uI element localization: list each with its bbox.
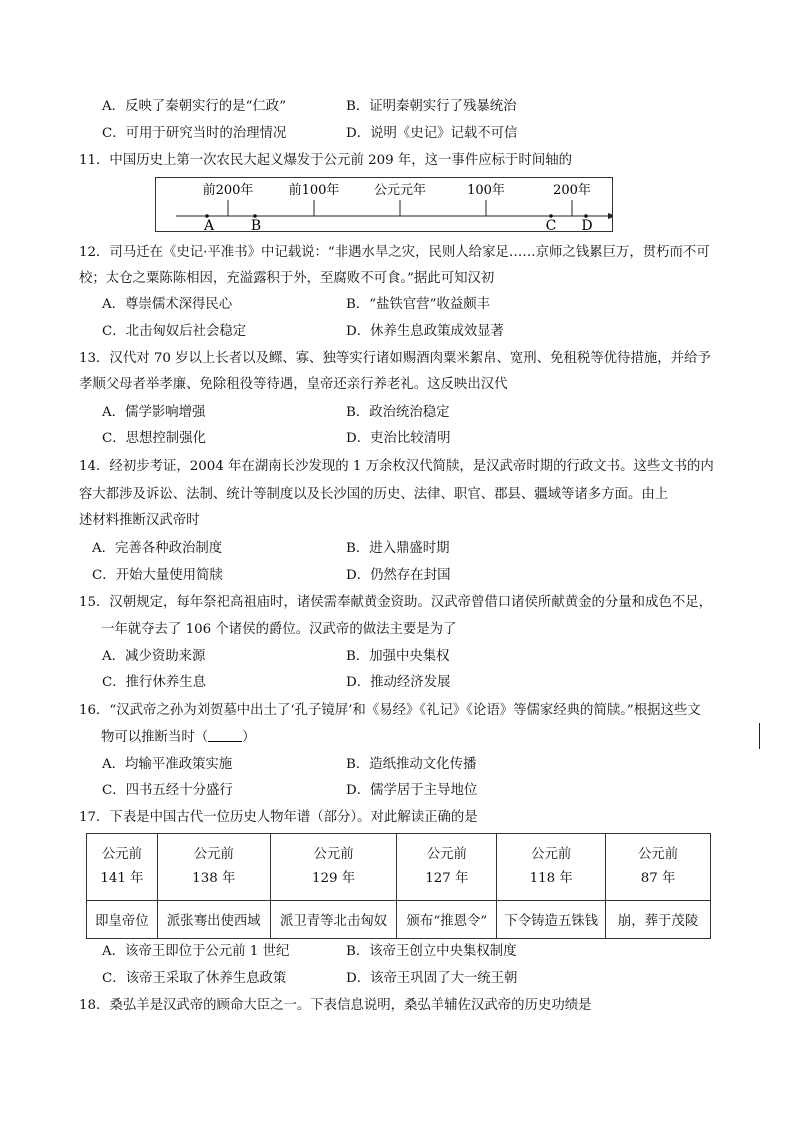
q12-stem-line-1: 12．司马迁在《史记·平准书》中记载说：“非遇水旱之灾，民则人给家足……京师之钱累巨万，贯朽而不可 [79,245,710,260]
q11-stem: 11．中国历史上第一次农民大起义爆发于公元前 209 年，这一事件应标于时间轴的 [79,153,572,168]
q12-option-a: A．尊崇儒术深得民心 [102,297,233,312]
table-cell-year [497,834,606,901]
q13-stem-line-1: 13．汉代对 70 岁以上长者以及鳏、寡、独等实行诸如赐酒肉粟米絮帛、宽刑、免租税等优待措施，并给予 [79,351,711,366]
q17-option-a: A．该帝王即位于公元前 1 世纪 [102,944,290,959]
q16-option-b: B．造纸推动文化传播 [346,757,477,772]
point-label-d: D [581,218,593,231]
table-cell-year [606,834,711,901]
margin-mark [759,723,760,749]
q15-option-a: A．减少资助来源 [102,649,206,664]
q16-option-a: A．均输平准政策实施 [102,757,233,772]
q18-stem: 18．桑弘羊是汉武帝的顾命大臣之一。下表信息说明，桑弘羊辅佐汉武帝的历史功绩是 [79,998,592,1013]
q10-option-a: A．反映了秦朝实行的是“仁政” [102,99,287,114]
q13-option-a: A．儒学影响增强 [102,405,206,420]
year-value: 118 年 [529,871,573,886]
tick-label: 公元元年 [373,183,427,198]
table-cell-year [397,834,497,901]
timeline-axis [156,178,612,231]
q12-option-b: B．“盐铁官营”收益颇丰 [346,297,491,312]
table-cell-event: 下令铸造五铢钱 [497,901,606,939]
table-row-events [87,901,711,939]
q13-option-b: B．政治统治稳定 [346,405,450,420]
q16-stem-prefix: 物可以推断当时（ [101,730,209,745]
table-cell-year [157,834,270,901]
table-cell-event: 颁布“推恩令” [397,901,497,939]
point-label-c: C [545,218,557,231]
point-label-b: B [250,218,262,231]
answer-blank [208,729,242,742]
q15-option-d: D．推动经济发展 [346,675,451,690]
q10-option-d: D．说明《史记》记载不可信 [346,126,518,141]
q14-option-c: C．开始大量使用简牍 [92,568,223,583]
q17-stem: 17．下表是中国古代一位历史人物年谱（部分）。对此解读正确的是 [79,810,478,825]
table-cell-event: 派张骞出使西域 [157,901,270,939]
q16-stem-suffix: ） [242,730,256,745]
q17-option-d: D．该帝王巩固了大一统王朝 [346,971,518,986]
q16-option-c: C．四书五经十分盛行 [102,783,233,798]
year-prefix: 公元前 [637,847,679,862]
year-prefix: 公元前 [426,847,467,862]
q13-stem-line-2: 孝顺父母者举孝廉、免除租役等待遇，皇帝还亲行养老礼。这反映出汉代 [79,377,508,392]
q12-stem-line-2: 校；太仓之粟陈陈相因，充溢露积于外，至腐败不可食。”据此可知汉初 [79,271,495,286]
year-prefix: 公元前 [101,847,143,862]
tick-label: 200年 [553,183,591,198]
table-cell-event: 崩，葬于茂陵 [606,901,711,939]
q16-stem-line-2 [101,729,256,747]
table-cell-event: 即皇帝位 [87,901,158,939]
q15-option-b: B．加强中央集权 [346,649,450,664]
q11-timeline [155,177,613,232]
q15-stem-line-1: 15．汉朝规定，每年祭祀高祖庙时，诸侯需奉献黄金资助。汉武帝曾借口诸侯所献黄金的分量和成色不足， [79,595,713,610]
year-value: 129 年 [311,871,356,886]
q10-option-c: C．可用于研究当时的治理情况 [102,126,287,141]
point-label-a: A [203,218,215,231]
q14-stem-line-1: 14．经初步考证，2004 年在湖南长沙发现的 1 万余枚汉代简牍，是汉武帝时期的行政文书。这些文书的内 [79,459,714,474]
year-value: 127 年 [425,871,469,886]
q16-option-d: D．儒学居于主导地位 [346,783,478,798]
table-cell-year [87,834,158,901]
tick-label: 前100年 [288,183,340,198]
chronology-table [86,833,711,939]
q14-stem-line-3: 述材料推断汉武帝时 [79,513,200,528]
q12-option-c: C．北击匈奴后社会稳定 [102,324,247,339]
year-value: 138 年 [192,871,236,886]
year-prefix: 公元前 [313,847,354,862]
q14-option-d: D．仍然存在封国 [346,568,451,583]
q14-stem-line-2: 容大都涉及诉讼、法制、统计等制度以及长沙国的历史、法律、职官、郡县、疆域等诸多方面。由上 [79,487,669,502]
table-row-years [87,834,711,901]
q15-option-c: C．推行休养生息 [102,675,206,690]
q14-option-a: A．完善各种政治制度 [92,541,223,556]
year-prefix: 公元前 [193,847,234,862]
q10-option-b: B．证明秦朝实行了残暴统治 [346,99,517,114]
q17-option-c: C．该帝王采取了休养生息政策 [102,971,287,986]
q14-option-b: B．进入鼎盛时期 [346,541,450,556]
q12-option-d: D．休养生息政策成效显著 [346,324,505,339]
q17-option-b: B．该帝王创立中央集权制度 [346,944,517,959]
year-value: 141 年 [100,871,144,886]
q15-stem-line-2: 一年就夺去了 106 个诸侯的爵位。汉武帝的做法主要是为了 [101,622,457,637]
table-cell-event: 派卫青等北击匈奴 [270,901,397,939]
year-prefix: 公元前 [531,847,572,862]
tick-label: 100年 [467,183,505,198]
table-cell-year [270,834,397,901]
q13-option-c: C．思想控制强化 [102,431,206,446]
q16-stem-line-1: 16．“汉武帝之孙为刘贺墓中出土了‘孔子镜屏’和《易经》《礼记》《论语》等儒家经典的简牍。”根据这些文 [79,703,701,718]
tick-label: 前200年 [202,183,254,198]
year-value: 87 年 [640,871,676,886]
q13-option-d: D．吏治比较清明 [346,431,451,446]
